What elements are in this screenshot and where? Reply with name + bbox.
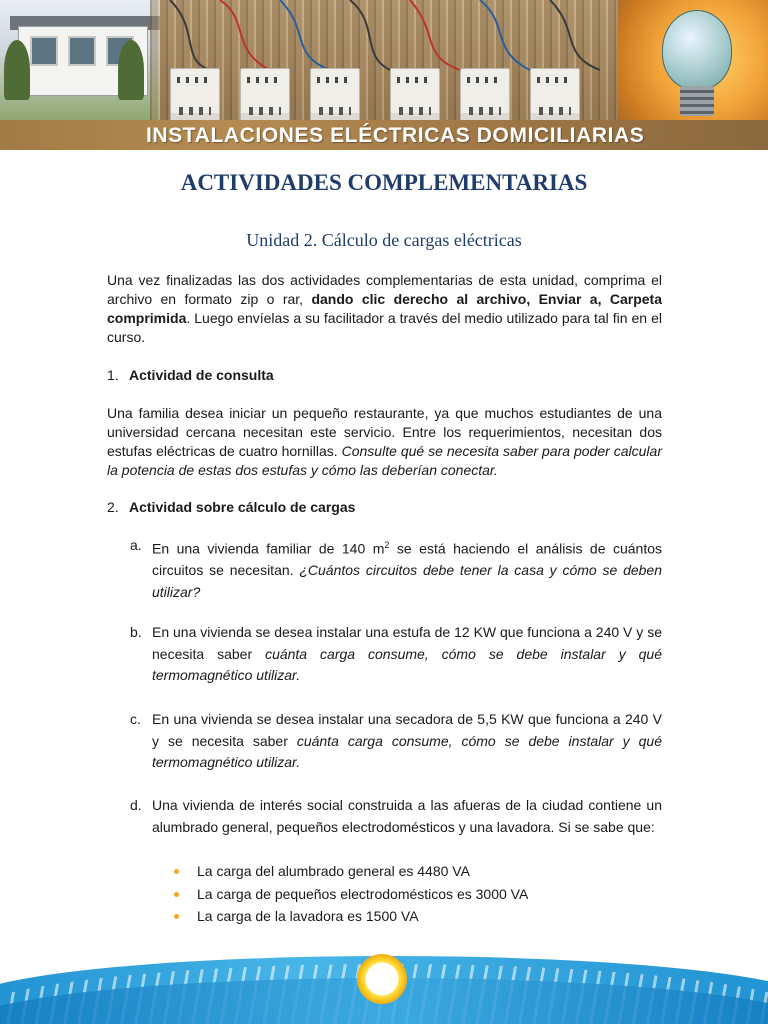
- list-item: [130, 535, 662, 603]
- intro-text-end: . Luego envíelas a su facilitador a través del medio utilizado para tal fin en el curso.: [107, 310, 662, 345]
- footer-decoration: [0, 950, 768, 1024]
- item-b-italic: cuánta carga consume, cómo se debe instalar y qué termomagnético utilizar.: [152, 645, 662, 683]
- list-item: [130, 709, 662, 774]
- item-c-text: En una vivienda se desea instalar una secadora de 5,5 KW que funciona a 240 V y se necesita saber: [152, 711, 662, 749]
- item-letter: c.: [130, 711, 141, 727]
- section-1-paragraph: [107, 404, 662, 480]
- page-subtitle: Unidad 2. Cálculo de cargas eléctricas: [246, 230, 522, 250]
- item-letter: a.: [130, 537, 142, 553]
- bullet-item: La carga de la lavadora es 1500 VA: [172, 905, 528, 928]
- item-c-italic: cuánta carga consume, cómo se debe instalar y qué termomagnético utilizar.: [152, 732, 662, 770]
- section-1-number: 1.: [107, 367, 119, 383]
- section-2-number: 2.: [107, 499, 119, 515]
- breaker-icon: [170, 68, 220, 122]
- item-d-text: Una vivienda de interés social construida a las afueras de la ciudad contiene un alumbrado general, pequeños electrodomésticos y una lavadora. Si se sabe que:: [152, 797, 662, 835]
- intro-text: Una vez finalizadas las dos actividades complementarias de esta unidad, comprima el archivo en formato zip o rar,: [107, 272, 662, 307]
- item-letter: d.: [130, 797, 142, 813]
- section-2-heading: [107, 499, 355, 515]
- item-text: [152, 535, 662, 603]
- breaker-icon: [310, 68, 360, 122]
- intro-paragraph: [107, 271, 662, 347]
- breaker-icon: [460, 68, 510, 122]
- breaker-icon: [240, 68, 290, 122]
- section-1-heading: [107, 367, 274, 383]
- item-a-text-2: se está haciendo el análisis de cuántos circuitos se necesitan.: [152, 540, 662, 579]
- item-a-superscript: 2: [384, 540, 390, 550]
- list-item: [130, 622, 662, 687]
- item-b-text: En una vivienda se desea instalar una estufa de 12 KW que funciona a 240 V y se necesita saber: [152, 624, 662, 662]
- house-image: [0, 0, 160, 122]
- section-1-title: Actividad de consulta: [129, 367, 274, 383]
- section-1-text: Una familia desea iniciar un pequeño restaurante, ya que muchos estudiantes de una universidad cercana necesitan este servicio. Entre los requerimientos, necesitan dos estufas eléctricas de cuatro hornillas.: [107, 405, 662, 459]
- breaker-icon: [390, 68, 440, 122]
- sun-icon: [357, 954, 407, 1004]
- item-text: [152, 709, 662, 774]
- intro-bold-text: dando clic derecho al archivo, Enviar a, Carpeta comprimida: [107, 291, 662, 326]
- section-2-title: Actividad sobre cálculo de cargas: [129, 499, 356, 515]
- page-title: ACTIVIDADES COMPLEMENTARIAS: [180, 170, 588, 195]
- item-text: [152, 622, 662, 687]
- banner-title: INSTALACIONES ELÉCTRICAS DOMICILIARIAS: [146, 124, 645, 147]
- item-a-italic: ¿Cuántos circuitos debe tener la casa y cómo se deben utilizar?: [152, 562, 662, 600]
- list-item: [130, 795, 662, 838]
- header-banner: [0, 0, 768, 150]
- breaker-icon: [530, 68, 580, 122]
- item-a-text: En una vivienda familiar de 140 m: [152, 540, 385, 557]
- bullet-item: La carga del alumbrado general es 4480 VA: [172, 860, 528, 883]
- section-1-italic-text: Consulte qué se necesita saber para poder calcular la potencia de estas dos estufas y cómo las deberían conectar.: [107, 443, 662, 478]
- bullet-list: [172, 860, 528, 928]
- banner-title-band: [0, 120, 768, 150]
- item-letter: b.: [130, 624, 142, 640]
- bullet-item: La carga de pequeños electrodomésticos es 3000 VA: [172, 883, 528, 906]
